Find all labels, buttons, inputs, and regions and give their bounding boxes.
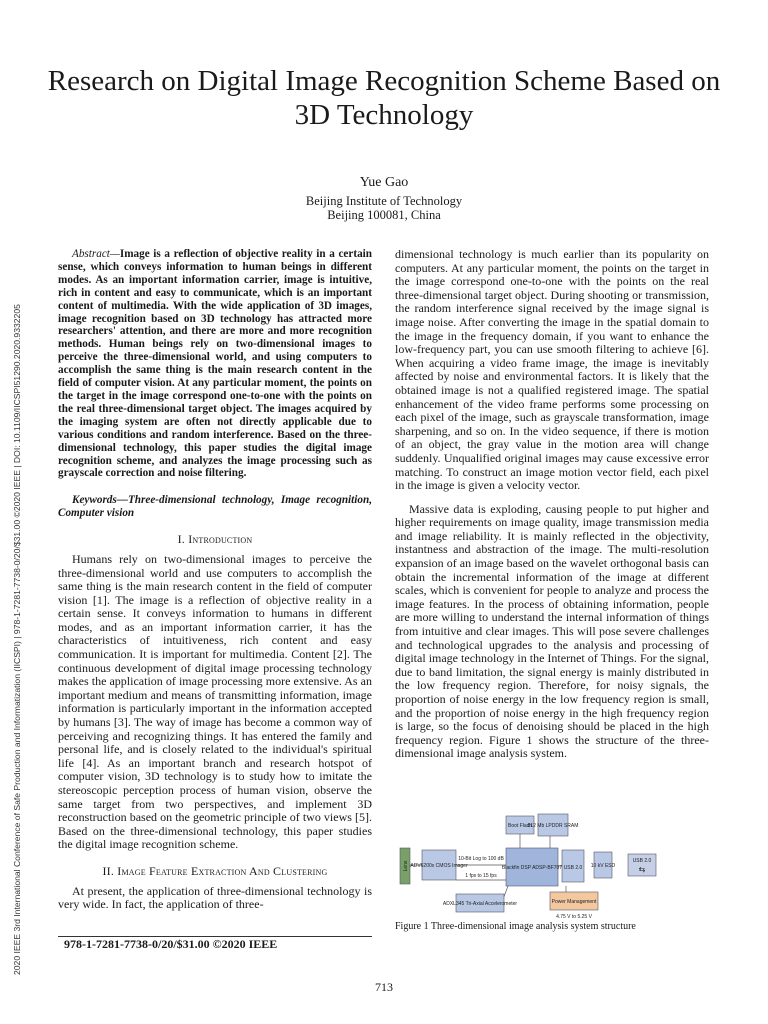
introduction-paragraph: Humans rely on two-dimensional images to perceive the three-dimensional world and use computers to accomplish the same thing is the main research content in the field of computer vision [1]. The image is a reflection of objective reality in a certain sense. It conveys information to humans in different modes, and as an important information carrier, it has the characteristics of intuitiveness, rich content and easy communication. It is important for multimedia. Content [2]. The continuous development of digital image processing technology makes the application of image processing more extensive. As an important medium and means of transmitting information, image information is particularly important in the information accepted by humans [3]. The way of image has become a common way of perceiving and recognizing things. It has entered the family and personal life, and is closely related to the individual's spiritual life [4]. As an important branch and research hotspot of computer vision, 3D technology is to study how to imitate the stereoscopic perception process of human vision, observe the same target from two perspectives, and implement 3D reconstruction based on the geometric principle of two views [5]. Based on the three-dimensional technology, this paper studies the digital image recognition scheme. (58, 551, 372, 852)
block-diagram (398, 810, 668, 920)
keywords: Keywords—Three-dimensional technology, Image recognition, Computer vision (58, 494, 372, 520)
left-column (58, 248, 372, 912)
lens-label: Lens (403, 860, 409, 872)
abstract-body: Image is a reflection of objective reality in a certain sense, which conveys information to human beings in different modes. As an important information carrier, image is intuitive, rich in content and easy to communicate, which is an important content of multimedia. With the wide application of 3D images, image recognition based on 3D technology has attracted more researchers' attention, and there are more and more recognition methods. Human beings rely on two-dimensional images to perceive the three-dimensional world, and using computers to accomplish the same thing is the main research content in the field of computer vision. At any particular moment, the points on the target in the image correspond one-to-one with the points on the real three-dimensional target object. The images acquired by the imaging system are often not directly applicable due to various conditions and random interference. Based on the three-dimensional technology, this paper studies the digital image recognition scheme, and analyzes the image processing such as grayscale correction and noise filtering. (58, 248, 372, 480)
author-address: Beijing 100081, China (327, 208, 441, 222)
usb-symbol-icon: ⇆ (638, 865, 646, 874)
author-block (180, 175, 588, 222)
doi-side-note: 2020 IEEE 3rd International Conference of Safe Production and Informatization (IICSPI) | 978-1-7281-7738-0/20/$31.00 ©2020 IEEE | DOI: 10.1109/IICSPI51290.2020.9332205 (12, 304, 22, 975)
usb-port-label: USB 2.0 (632, 858, 652, 864)
feature-extraction-paragraph: At present, the application of three-dimensional technology is very wide. In fact, the application of three- (58, 883, 372, 912)
link-label: 10-Bit Log to 100 dB (458, 856, 504, 862)
accelerometer-label: ADXL345 Tri-Axial Accelerometer (442, 901, 518, 907)
boot-flash-label: Boot Flash (508, 823, 532, 829)
power-label: Power Management (551, 899, 597, 905)
section-heading-introduction: I. Introduction (177, 532, 253, 547)
right-paragraph-2: Massive data is exploding, causing people to put higher and higher requirements on image quality, image transmission media and image reliability. It is mainly reflected in the objectivity, instantness and abstraction of the image. The multi-resolution expansion of an image based on the wavelet orthogonal basis can obtain the incremental information of the image at different scales, which is convenient for people to analyze and process the image features. In the process of obtaining information, people are more willing to understand the internal information of things from intuitive and clear images. This will pose severe challenges and technological upgrades to the analysis and processing of digital image technology in the Internet of Things. For the signal, due to band limitation, the signal energy is mainly distributed in the low frequency region. Therefore, for noisy signals, the proportion of noise energy in the low frequency region is small, and the proportion of noise energy in the high frequency region is large, so the focus of denoising should be placed in the high frequency region. Figure 1 shows the structure of the three-dimensional image analysis system. (395, 501, 709, 761)
dsp-label: Blackfin DSP ADSP-BF707 (501, 865, 563, 871)
abstract-label: Abstract— (72, 248, 120, 260)
voltage-label: 4.75 V to 5.25 V (556, 914, 592, 920)
sram-label: 512 Mb LPDDR SRAM (527, 823, 579, 829)
copyright-notice: 978-1-7281-7738-0/20/$31.00 ©2020 IEEE (64, 937, 278, 951)
imager-label: ADV6200x CMOS Imager (410, 863, 468, 869)
page-number: 713 (375, 980, 393, 994)
usb-label: USB 2.0 (563, 865, 583, 871)
abstract (58, 248, 372, 480)
right-paragraph-1: dimensional technology is much earlier than its popularity on computers. At any particular moment, the points on the target in the image correspond one-to-one with the points on the real three-dimensional target object. During shooting or transmission, the random interference signal received by the image signal is image noise. After converting the image in the spatial domain to the image in the frequency domain, if you want to enhance the low-frequency part, you can use smooth filtering to achieve [6]. When acquiring a video frame image, the image is inevitably affected by noise and environmental factors. It is likely that the obtained image is not a qualified registered image. The spatial enhancement of the video frame performs some processing on each pixel of the image, such as grayscale transformation, image sharpening, and so on. In the video sequence, if there is motion of an object, the gray value in the motion area will change suddenly. Unqualified original images may cause excessive error matching. To construct an image motion vector field, each pixel in the image is given a velocity vector. (395, 247, 709, 493)
fps-label: 1 fps to 15 fps (465, 873, 497, 879)
figure-caption: Figure 1 Three-dimensional image analysis system structure (395, 921, 636, 932)
author-institution: Beijing Institute of Technology (305, 194, 463, 208)
author-name: Yue Gao (359, 175, 409, 190)
paper-title: Research on Digital Image Recognition Scheme Based on 3D Technology (47, 65, 721, 131)
system-structure-figure (398, 810, 668, 920)
section-heading-feature-extraction: II. Image Feature Extraction And Clustering (102, 863, 328, 878)
esd-label: 10 kV ESD (590, 863, 616, 869)
right-column (395, 248, 709, 761)
